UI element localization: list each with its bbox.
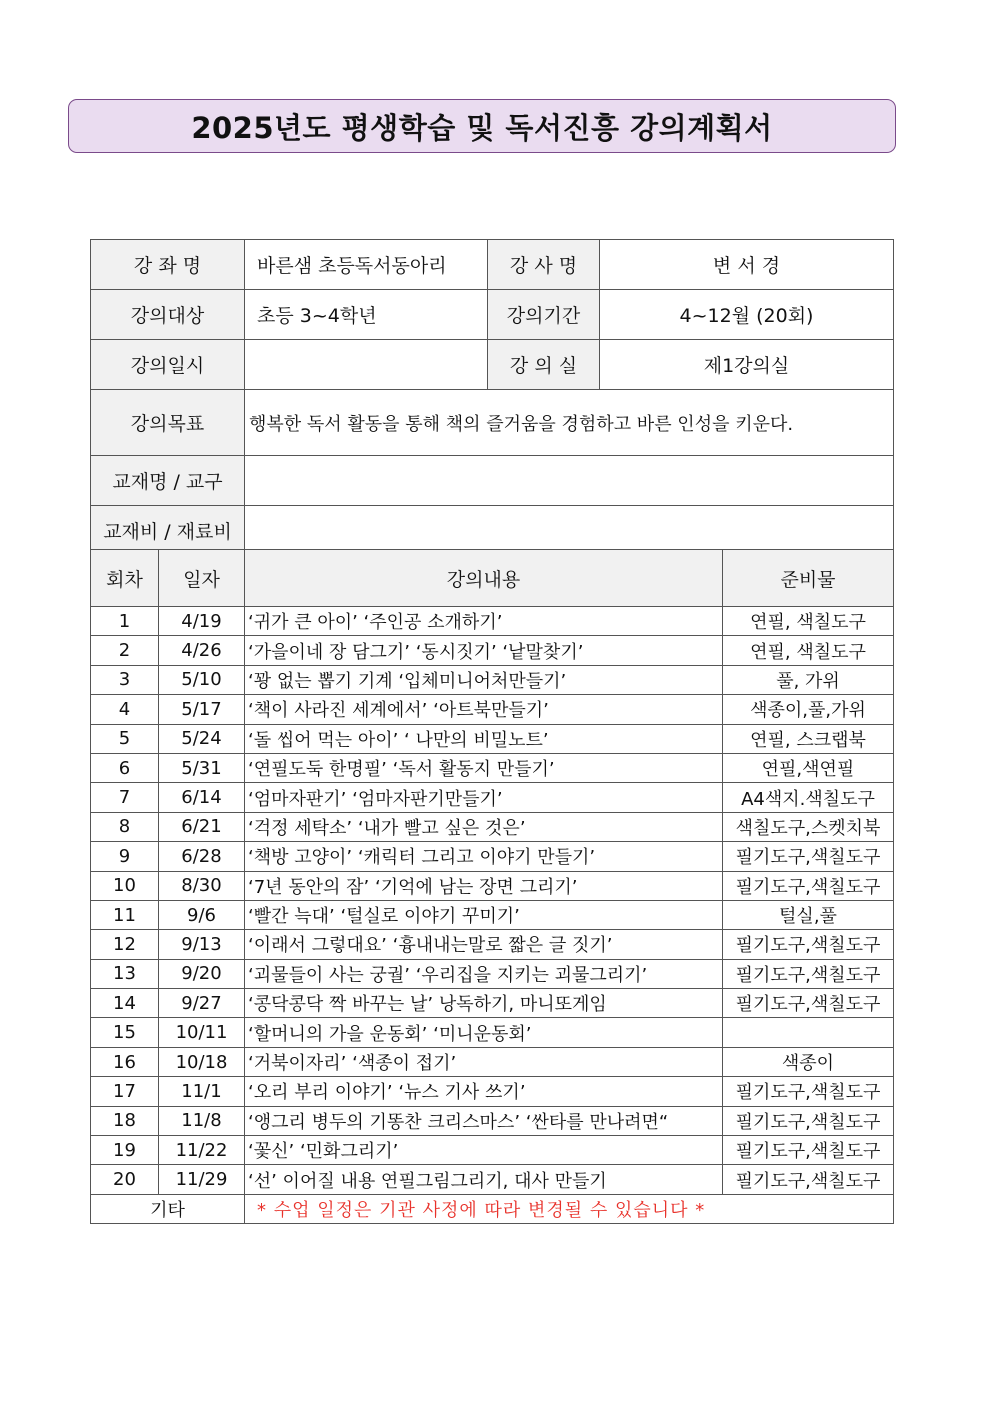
session-date: 4/19	[159, 607, 245, 636]
room-value: 제1강의실	[600, 340, 894, 390]
session-materials: 연필,색연필	[723, 753, 894, 782]
course-name-value: 바른샘 초등독서동아리	[245, 240, 488, 290]
session-content: ‘앵그리 병두의 기똥찬 크리스마스’ ‘싼타를 만나려면“	[245, 1106, 723, 1135]
session-materials: 연필, 색칠도구	[723, 607, 894, 636]
table-row	[91, 1165, 894, 1194]
session-materials: 필기도구,색칠도구	[723, 930, 894, 959]
table-row	[91, 1077, 894, 1106]
session-number: 3	[91, 665, 159, 694]
instructor-label: 강 사 명	[488, 240, 600, 290]
session-materials: 연필, 스크랩북	[723, 724, 894, 753]
session-number: 2	[91, 636, 159, 665]
table-row	[91, 695, 894, 724]
session-number: 10	[91, 871, 159, 900]
session-materials	[723, 1018, 894, 1047]
textbook-value	[245, 456, 894, 506]
document-title-box	[68, 99, 896, 153]
session-content: ‘꽃신’ ‘민화그리기’	[245, 1136, 723, 1165]
document-title: 2025년도 평생학습 및 독서진흥 강의계획서	[191, 110, 773, 145]
session-materials: 색칠도구,스켓치북	[723, 812, 894, 841]
session-date: 9/13	[159, 930, 245, 959]
table-row	[91, 1018, 894, 1047]
etc-row	[91, 1194, 894, 1223]
session-number: 15	[91, 1018, 159, 1047]
session-number: 7	[91, 783, 159, 812]
session-number: 4	[91, 695, 159, 724]
goal-value: 행복한 독서 활동을 통해 책의 즐거움을 경험하고 바른 인성을 키운다.	[245, 390, 894, 456]
session-materials: 필기도구,색칠도구	[723, 1106, 894, 1135]
session-materials: 필기도구,색칠도구	[723, 989, 894, 1018]
etc-label: 기타	[91, 1194, 245, 1223]
session-date: 8/30	[159, 871, 245, 900]
session-number: 5	[91, 724, 159, 753]
session-number: 8	[91, 812, 159, 841]
session-date: 5/17	[159, 695, 245, 724]
datetime-value	[245, 340, 488, 390]
session-materials: 필기도구,색칠도구	[723, 1165, 894, 1194]
schedule-header-row	[91, 550, 894, 607]
session-date: 4/26	[159, 636, 245, 665]
session-content: ‘책이 사라진 세계에서’ ‘아트북만들기’	[245, 695, 723, 724]
session-date: 11/8	[159, 1106, 245, 1135]
table-row	[91, 842, 894, 871]
session-date: 5/31	[159, 753, 245, 782]
session-materials: 필기도구,색칠도구	[723, 871, 894, 900]
table-row	[91, 1136, 894, 1165]
session-materials: 색종이	[723, 1047, 894, 1076]
target-value: 초등 3~4학년	[245, 290, 488, 340]
session-materials: 필기도구,색칠도구	[723, 959, 894, 988]
textbook-label: 교재명 / 교구	[91, 456, 245, 506]
session-number: 18	[91, 1106, 159, 1135]
session-content: ‘걱정 세탁소’ ‘내가 빨고 싶은 것은’	[245, 812, 723, 841]
session-date: 9/27	[159, 989, 245, 1018]
period-label: 강의기간	[488, 290, 600, 340]
session-number: 6	[91, 753, 159, 782]
course-name-label: 강 좌 명	[91, 240, 245, 290]
session-materials: 필기도구,색칠도구	[723, 1136, 894, 1165]
session-content: ‘귀가 큰 아이’ ‘주인공 소개하기’	[245, 607, 723, 636]
session-materials: 풀, 가위	[723, 665, 894, 694]
session-number: 9	[91, 842, 159, 871]
session-materials: 털실,풀	[723, 900, 894, 929]
session-number: 17	[91, 1077, 159, 1106]
session-content: ‘엄마자판기’ ‘엄마자판기만들기’	[245, 783, 723, 812]
session-materials: 색종이,풀,가위	[723, 695, 894, 724]
session-materials: 필기도구,색칠도구	[723, 1077, 894, 1106]
table-row	[91, 607, 894, 636]
table-row	[91, 871, 894, 900]
schedule-table	[90, 549, 894, 1224]
session-content: ‘돌 씹어 먹는 아이’ ‘ 나만의 비밀노트’	[245, 724, 723, 753]
session-date: 11/22	[159, 1136, 245, 1165]
session-content: ‘7년 동안의 잠’ ‘기억에 남는 장면 그리기’	[245, 871, 723, 900]
session-date: 6/21	[159, 812, 245, 841]
session-materials: A4색지.색칠도구	[723, 783, 894, 812]
session-date: 6/28	[159, 842, 245, 871]
header-content: 강의내용	[245, 550, 723, 607]
session-number: 20	[91, 1165, 159, 1194]
table-row	[91, 753, 894, 782]
session-number: 1	[91, 607, 159, 636]
session-date: 10/18	[159, 1047, 245, 1076]
table-row	[91, 1047, 894, 1076]
session-content: ‘이래서 그렇대요’ ‘흉내내는말로 짧은 글 짓기’	[245, 930, 723, 959]
session-content: ‘할머니의 가을 운동회’ ‘미니운동회’	[245, 1018, 723, 1047]
schedule-change-note: * 수업 일정은 기관 사정에 따라 변경될 수 있습니다 *	[245, 1194, 894, 1223]
session-date: 11/1	[159, 1077, 245, 1106]
instructor-value: 변 서 경	[600, 240, 894, 290]
session-content: ‘책방 고양이’ ‘캐릭터 그리고 이야기 만들기’	[245, 842, 723, 871]
session-content: ‘괴물들이 사는 궁궐’ ‘우리집을 지키는 괴물그리기’	[245, 959, 723, 988]
header-materials: 준비물	[723, 550, 894, 607]
session-date: 9/20	[159, 959, 245, 988]
table-row	[91, 636, 894, 665]
table-row	[91, 989, 894, 1018]
session-content: ‘오리 부리 이야기’ ‘뉴스 기사 쓰기’	[245, 1077, 723, 1106]
session-content: ‘거북이자리’ ‘색종이 접기’	[245, 1047, 723, 1076]
session-date: 10/11	[159, 1018, 245, 1047]
target-label: 강의대상	[91, 290, 245, 340]
table-row	[91, 812, 894, 841]
course-info-table	[90, 239, 894, 556]
session-date: 9/6	[159, 900, 245, 929]
cost-value	[245, 506, 894, 556]
session-content: ‘선’ 이어질 내용 연필그림그리기, 대사 만들기	[245, 1165, 723, 1194]
session-number: 11	[91, 900, 159, 929]
session-content: ‘가을이네 장 담그기’ ‘동시짓기’ ‘낱말찾기’	[245, 636, 723, 665]
session-number: 19	[91, 1136, 159, 1165]
session-date: 5/10	[159, 665, 245, 694]
session-content: ‘콩닥콩닥 짝 바꾸는 날’ 낭독하기, 마니또게임	[245, 989, 723, 1018]
session-date: 6/14	[159, 783, 245, 812]
datetime-label: 강의일시	[91, 340, 245, 390]
header-session: 회차	[91, 550, 159, 607]
table-row	[91, 724, 894, 753]
session-date: 11/29	[159, 1165, 245, 1194]
session-materials: 연필, 색칠도구	[723, 636, 894, 665]
session-number: 14	[91, 989, 159, 1018]
room-label: 강 의 실	[488, 340, 600, 390]
goal-label: 강의목표	[91, 390, 245, 456]
session-number: 12	[91, 930, 159, 959]
session-content: ‘빨간 늑대’ ‘털실로 이야기 꾸미기’	[245, 900, 723, 929]
table-row	[91, 959, 894, 988]
table-row	[91, 665, 894, 694]
session-content: ‘연필도둑 한명필’ ‘독서 활동지 만들기’	[245, 753, 723, 782]
table-row	[91, 930, 894, 959]
cost-label: 교재비 / 재료비	[91, 506, 245, 556]
session-date: 5/24	[159, 724, 245, 753]
session-number: 16	[91, 1047, 159, 1076]
period-value: 4~12월 (20회)	[600, 290, 894, 340]
table-row	[91, 1106, 894, 1135]
session-content: ‘꽝 없는 뽑기 기계 ‘입체미니어처만들기’	[245, 665, 723, 694]
session-materials: 필기도구,색칠도구	[723, 842, 894, 871]
header-date: 일자	[159, 550, 245, 607]
table-row	[91, 900, 894, 929]
table-row	[91, 783, 894, 812]
session-number: 13	[91, 959, 159, 988]
